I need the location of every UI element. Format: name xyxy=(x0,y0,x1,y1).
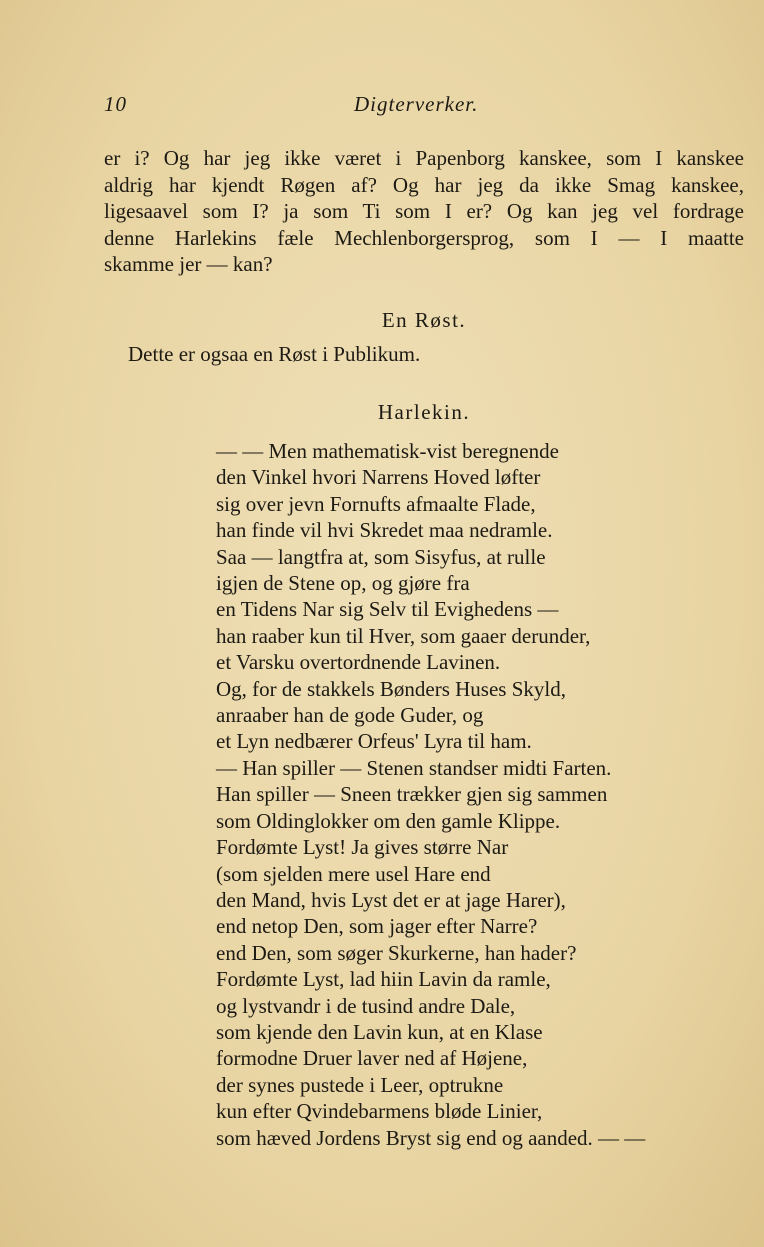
verse-line: Fordømte Lyst, lad hiin Lavin da ramle, xyxy=(216,967,551,992)
verse-line: formodne Druer laver ned af Højene, xyxy=(216,1046,528,1071)
speaker-heading-harlekin: Harlekin. xyxy=(377,400,471,424)
verse-line: end netop Den, som jager efter Narre? xyxy=(216,914,538,939)
verse-line: og lystvandr i de tusind andre Dale, xyxy=(216,993,516,1018)
prose-line: er i? Og har jeg ikke været i Papenborg kanskee, som I kanskee xyxy=(104,146,744,170)
speaker-heading-voice: En Røst. xyxy=(381,308,467,332)
verse-line: end Den, som søger Skurkerne, han hader? xyxy=(216,940,577,965)
prose-line: denne Harlekins fæle Mechlenborgersprog, som I — I maatte xyxy=(104,225,744,250)
verse-line: Fordømte Lyst! Ja gives større Nar xyxy=(216,835,509,860)
page-header xyxy=(104,92,744,120)
verse-line: et Varsku overtordnende Lavinen. xyxy=(216,650,501,675)
verse-line: igjen de Stene op, og gjøre fra xyxy=(216,571,470,596)
verse-line: kun efter Qvindebarmens bløde Linier, xyxy=(216,1099,543,1124)
verse-line: den Vinkel hvori Narrens Hoved løfter xyxy=(216,465,541,490)
verse-block xyxy=(216,438,645,1151)
verse-line: — — Men mathematisk-vist beregnende xyxy=(216,439,559,463)
verse-line: den Mand, hvis Lyst det er at jage Harer), xyxy=(216,887,566,912)
verse-line: som kjende den Lavin kun, at en Klase xyxy=(216,1019,543,1044)
verse-line: som hæved Jordens Bryst sig end og aanded. — — xyxy=(216,1125,646,1150)
prose-line: aldrig har kjendt Røgen af? Og har jeg da ikke Smag kanskee, xyxy=(104,172,744,197)
running-head: Digterverker. xyxy=(354,92,479,116)
verse-line: som Oldinglokker om den gamle Klippe. xyxy=(216,808,561,833)
verse-line: en Tidens Nar sig Selv til Evighedens — xyxy=(216,597,559,622)
page-number: 10 xyxy=(104,92,127,116)
verse-line: han raaber kun til Hver, som gaaer derunder, xyxy=(216,623,591,648)
verse-line: et Lyn nedbærer Orfeus' Lyra til ham. xyxy=(216,729,532,754)
verse-line: — Han spiller — Stenen standser midti Farten. xyxy=(216,755,612,780)
prose-line: skamme jer — kan? xyxy=(104,252,273,276)
stage-direction: Dette er ogsaa en Røst i Publikum. xyxy=(128,342,421,366)
verse-line: anraaber han de gode Guder, og xyxy=(216,703,484,728)
verse-line: sig over jevn Fornufts afmaalte Flade, xyxy=(216,491,536,516)
verse-line: Han spiller — Sneen trækker gjen sig sammen xyxy=(216,782,608,807)
verse-line: (som sjelden mere usel Hare end xyxy=(216,861,491,886)
prose-paragraph xyxy=(104,145,744,278)
verse-line: Og, for de stakkels Bønders Huses Skyld, xyxy=(216,676,566,701)
verse-line: Saa — langtfra at, som Sisyfus, at rulle xyxy=(216,544,546,569)
prose-line: ligesaavel som I? ja som Ti som I er? Og kan jeg vel fordrage xyxy=(104,199,744,223)
verse-line: der synes pustede i Leer, optrukne xyxy=(216,1072,504,1097)
verse-line: han finde vil hvi Skredet maa nedramle. xyxy=(216,518,553,543)
